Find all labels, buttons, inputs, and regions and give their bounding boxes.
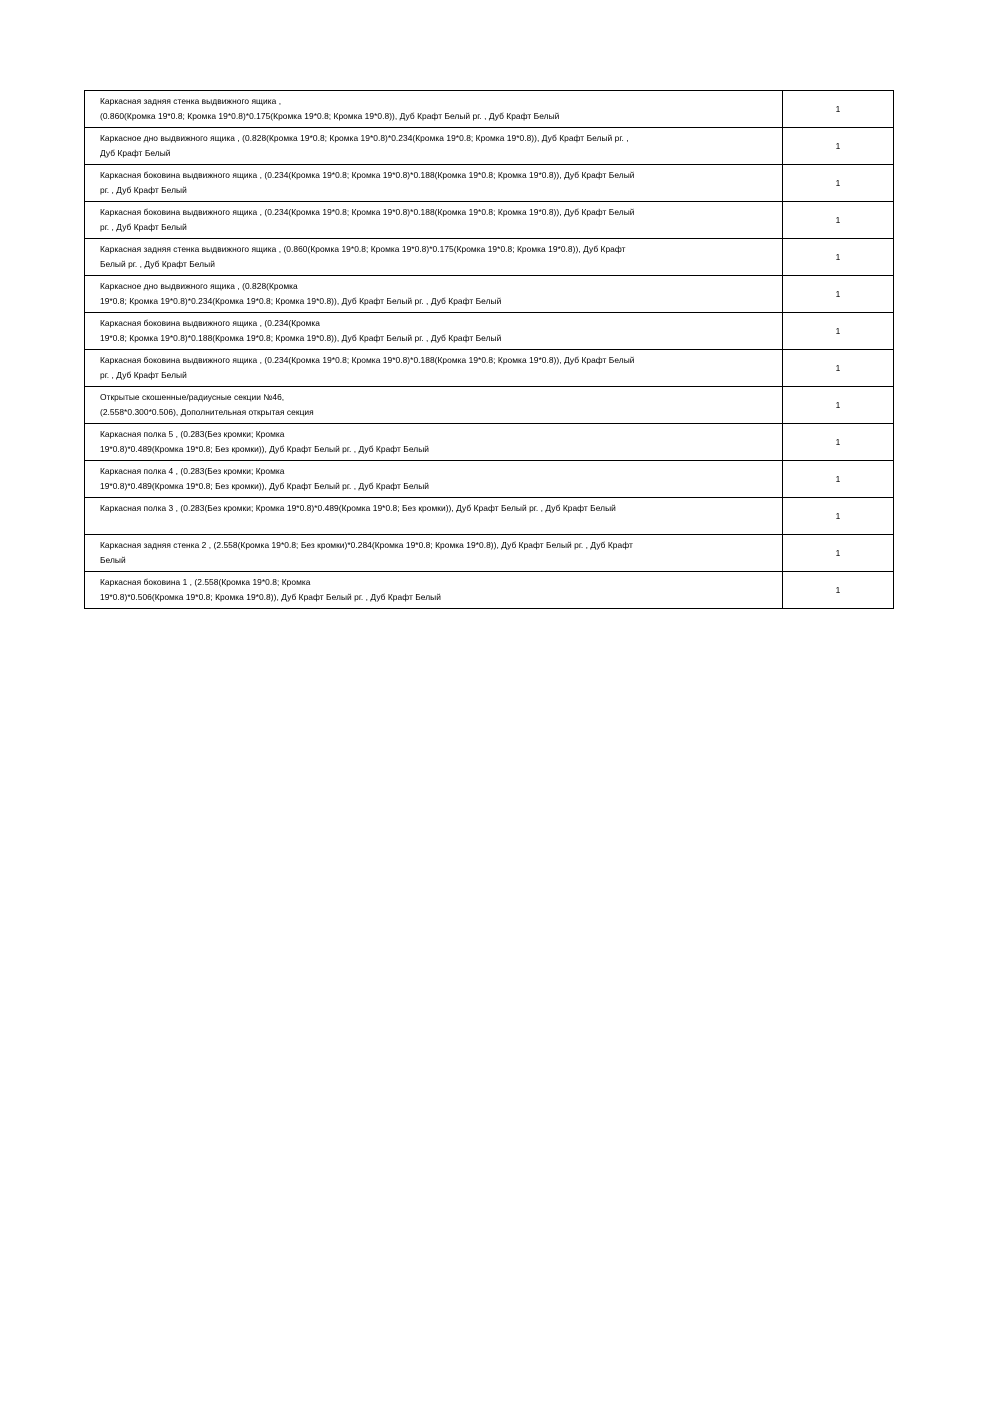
table-row — [85, 424, 894, 461]
table-row — [85, 313, 894, 350]
part-description: Каркасная задняя стенка выдвижного ящика , (0.860(Кромка 19*0.8; Кромка 19*0.8)*0.175(Кромка 19*0.8; Кромка 19*0.8)), Дуб Крафт Белый рг. , Дуб Крафт Белый — [85, 239, 783, 276]
table-row — [85, 387, 894, 424]
table-row — [85, 165, 894, 202]
table-row — [85, 91, 894, 128]
part-description: Каркасное дно выдвижного ящика , (0.828(Кромка 19*0.8; Кромка 19*0.8)*0.234(Кромка 19*0.8; Кромка 19*0.8)), Дуб Крафт Белый рг. , Дуб Крафт Белый — [85, 276, 783, 313]
part-description: Каркасная боковина выдвижного ящика , (0.234(Кромка 19*0.8; Кромка 19*0.8)*0.188(Кромка 19*0.8; Кромка 19*0.8)), Дуб Крафт Белый рг. , Дуб Крафт Белый — [85, 202, 783, 239]
part-description: Каркасная боковина выдвижного ящика , (0.234(Кромка 19*0.8; Кромка 19*0.8)*0.188(Кромка 19*0.8; Кромка 19*0.8)), Дуб Крафт Белый рг. , Дуб Крафт Белый — [85, 350, 783, 387]
part-description: Каркасная боковина выдвижного ящика , (0.234(Кромка 19*0.8; Кромка 19*0.8)*0.188(Кромка 19*0.8; Кромка 19*0.8)), Дуб Крафт Белый рг. , Дуб Крафт Белый — [85, 165, 783, 202]
part-quantity: 1 — [783, 128, 894, 165]
parts-table-body — [85, 91, 894, 609]
table-row — [85, 461, 894, 498]
part-quantity: 1 — [783, 535, 894, 572]
table-row — [85, 535, 894, 572]
part-quantity: 1 — [783, 572, 894, 609]
part-description: Каркасная задняя стенка 2 , (2.558(Кромка 19*0.8; Без кромки)*0.284(Кромка 19*0.8; Кромка 19*0.8)), Дуб Крафт Белый рг. , Дуб Крафт Белый — [85, 535, 783, 572]
part-description: Каркасная задняя стенка выдвижного ящика , (0.860(Кромка 19*0.8; Кромка 19*0.8)*0.175(Кромка 19*0.8; Кромка 19*0.8)), Дуб Крафт Белый рг. , Дуб Крафт Белый — [85, 91, 783, 128]
table-row — [85, 276, 894, 313]
part-description: Каркасная полка 5 , (0.283(Без кромки; Кромка 19*0.8)*0.489(Кромка 19*0.8; Без кромки)), Дуб Крафт Белый рг. , Дуб Крафт Белый — [85, 424, 783, 461]
table-row — [85, 239, 894, 276]
part-quantity: 1 — [783, 276, 894, 313]
part-quantity: 1 — [783, 461, 894, 498]
table-row — [85, 202, 894, 239]
table-row — [85, 350, 894, 387]
part-quantity: 1 — [783, 239, 894, 276]
part-quantity: 1 — [783, 498, 894, 535]
table-row — [85, 498, 894, 535]
part-description: Каркасная боковина 1 , (2.558(Кромка 19*0.8; Кромка 19*0.8)*0.506(Кромка 19*0.8; Кромка 19*0.8)), Дуб Крафт Белый рг. , Дуб Крафт Белый — [85, 572, 783, 609]
part-quantity: 1 — [783, 424, 894, 461]
part-quantity: 1 — [783, 202, 894, 239]
part-description: Каркасная полка 3 , (0.283(Без кромки; Кромка 19*0.8)*0.489(Кромка 19*0.8; Без кромки)), Дуб Крафт Белый рг. , Дуб Крафт Белый — [85, 498, 783, 535]
table-row — [85, 128, 894, 165]
part-quantity: 1 — [783, 165, 894, 202]
part-description: Каркасная полка 4 , (0.283(Без кромки; Кромка 19*0.8)*0.489(Кромка 19*0.8; Без кромки)), Дуб Крафт Белый рг. , Дуб Крафт Белый — [85, 461, 783, 498]
part-quantity: 1 — [783, 313, 894, 350]
parts-table — [84, 90, 894, 609]
part-description: Каркасное дно выдвижного ящика , (0.828(Кромка 19*0.8; Кромка 19*0.8)*0.234(Кромка 19*0.8; Кромка 19*0.8)), Дуб Крафт Белый рг. , Дуб Крафт Белый — [85, 128, 783, 165]
part-description: Открытые скошенные/радиусные секции №46, (2.558*0.300*0.506), Дополнительная открытая секция — [85, 387, 783, 424]
table-row — [85, 572, 894, 609]
part-quantity: 1 — [783, 387, 894, 424]
part-quantity: 1 — [783, 350, 894, 387]
part-description: Каркасная боковина выдвижного ящика , (0.234(Кромка 19*0.8; Кромка 19*0.8)*0.188(Кромка 19*0.8; Кромка 19*0.8)), Дуб Крафт Белый рг. , Дуб Крафт Белый — [85, 313, 783, 350]
part-quantity: 1 — [783, 91, 894, 128]
